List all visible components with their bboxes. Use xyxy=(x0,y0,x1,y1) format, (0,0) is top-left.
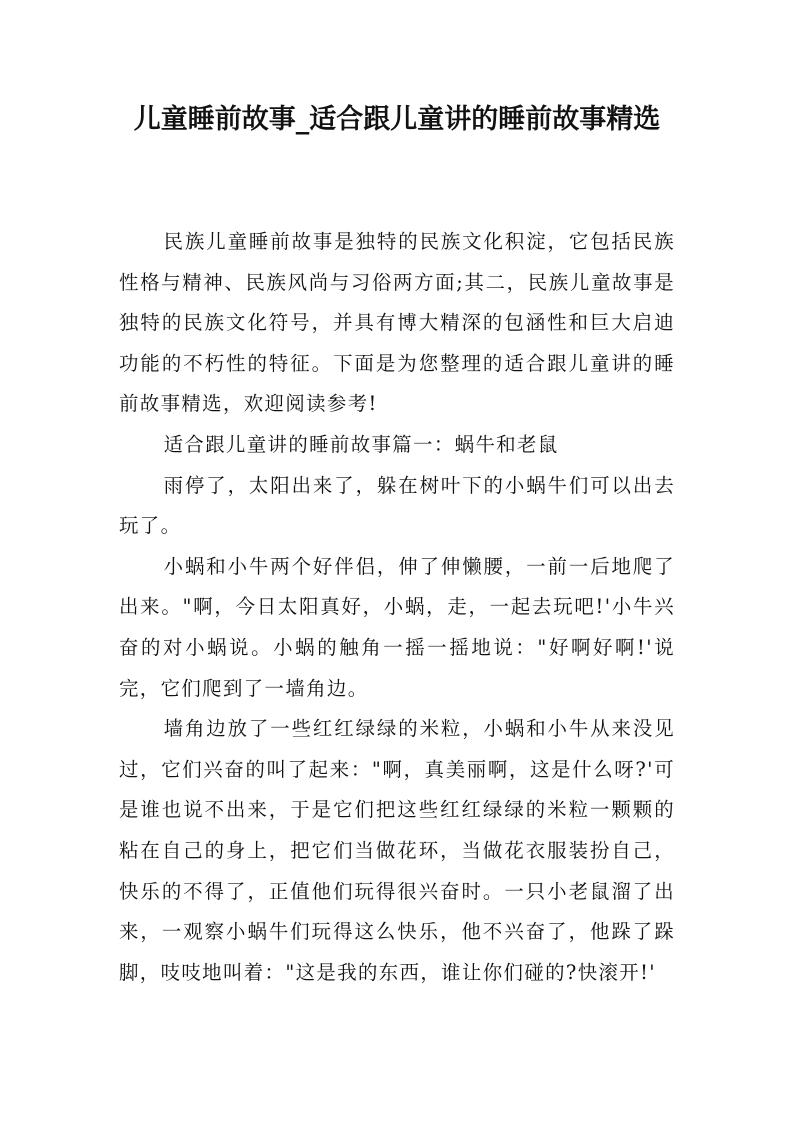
document-title: 儿童睡前故事_适合跟儿童讲的睡前故事精选 xyxy=(133,104,661,135)
intro-paragraph: 民族儿童睡前故事是独特的民族文化积淀，它包括民族性格与精神、民族风尚与习俗两方面;其二，民族儿童故事是独特的民族文化符号，并具有博大精深的包涵性和巨大启迪功能的不朽性的特征。下面是为您整理的适合跟儿童讲的睡前故事精选，欢迎阅读参考! xyxy=(119,230,675,416)
story-paragraph: 雨停了，太阳出来了，躲在树叶下的小蜗牛们可以出去玩了。 xyxy=(119,473,675,538)
story-paragraph: 墙角边放了一些红红绿绿的米粒，小蜗和小牛从来没见过，它们兴奋的叫了起来："啊，真美丽啊，这是什么呀?'可是谁也说不出来，于是它们把这些红红绿绿的米粒一颗颗的粘在自己的身上，把它们当做花环，当做花衣服装扮自己，快乐的不得了，正值他们玩得很兴奋时。一只小老鼠溜了出来，一观察小蜗牛们玩得这么快乐，他不兴奋了，他跺了跺脚，吱吱地叫着："这是我的东西，谁让你们碰的?快滚开!' xyxy=(119,717,675,984)
document-body xyxy=(119,222,675,993)
story-paragraph: 小蜗和小牛两个好伴侣，伸了伸懒腰，一前一后地爬了出来。"啊，今日太阳真好，小蜗，走，一起去玩吧!'小牛兴奋的对小蜗说。小蜗的触角一摇一摇地说："好啊好啊!'说完，它们爬到了一墙角边。 xyxy=(119,554,675,700)
story-heading: 适合跟儿童讲的睡前故事篇一：蜗牛和老鼠 xyxy=(163,432,559,456)
